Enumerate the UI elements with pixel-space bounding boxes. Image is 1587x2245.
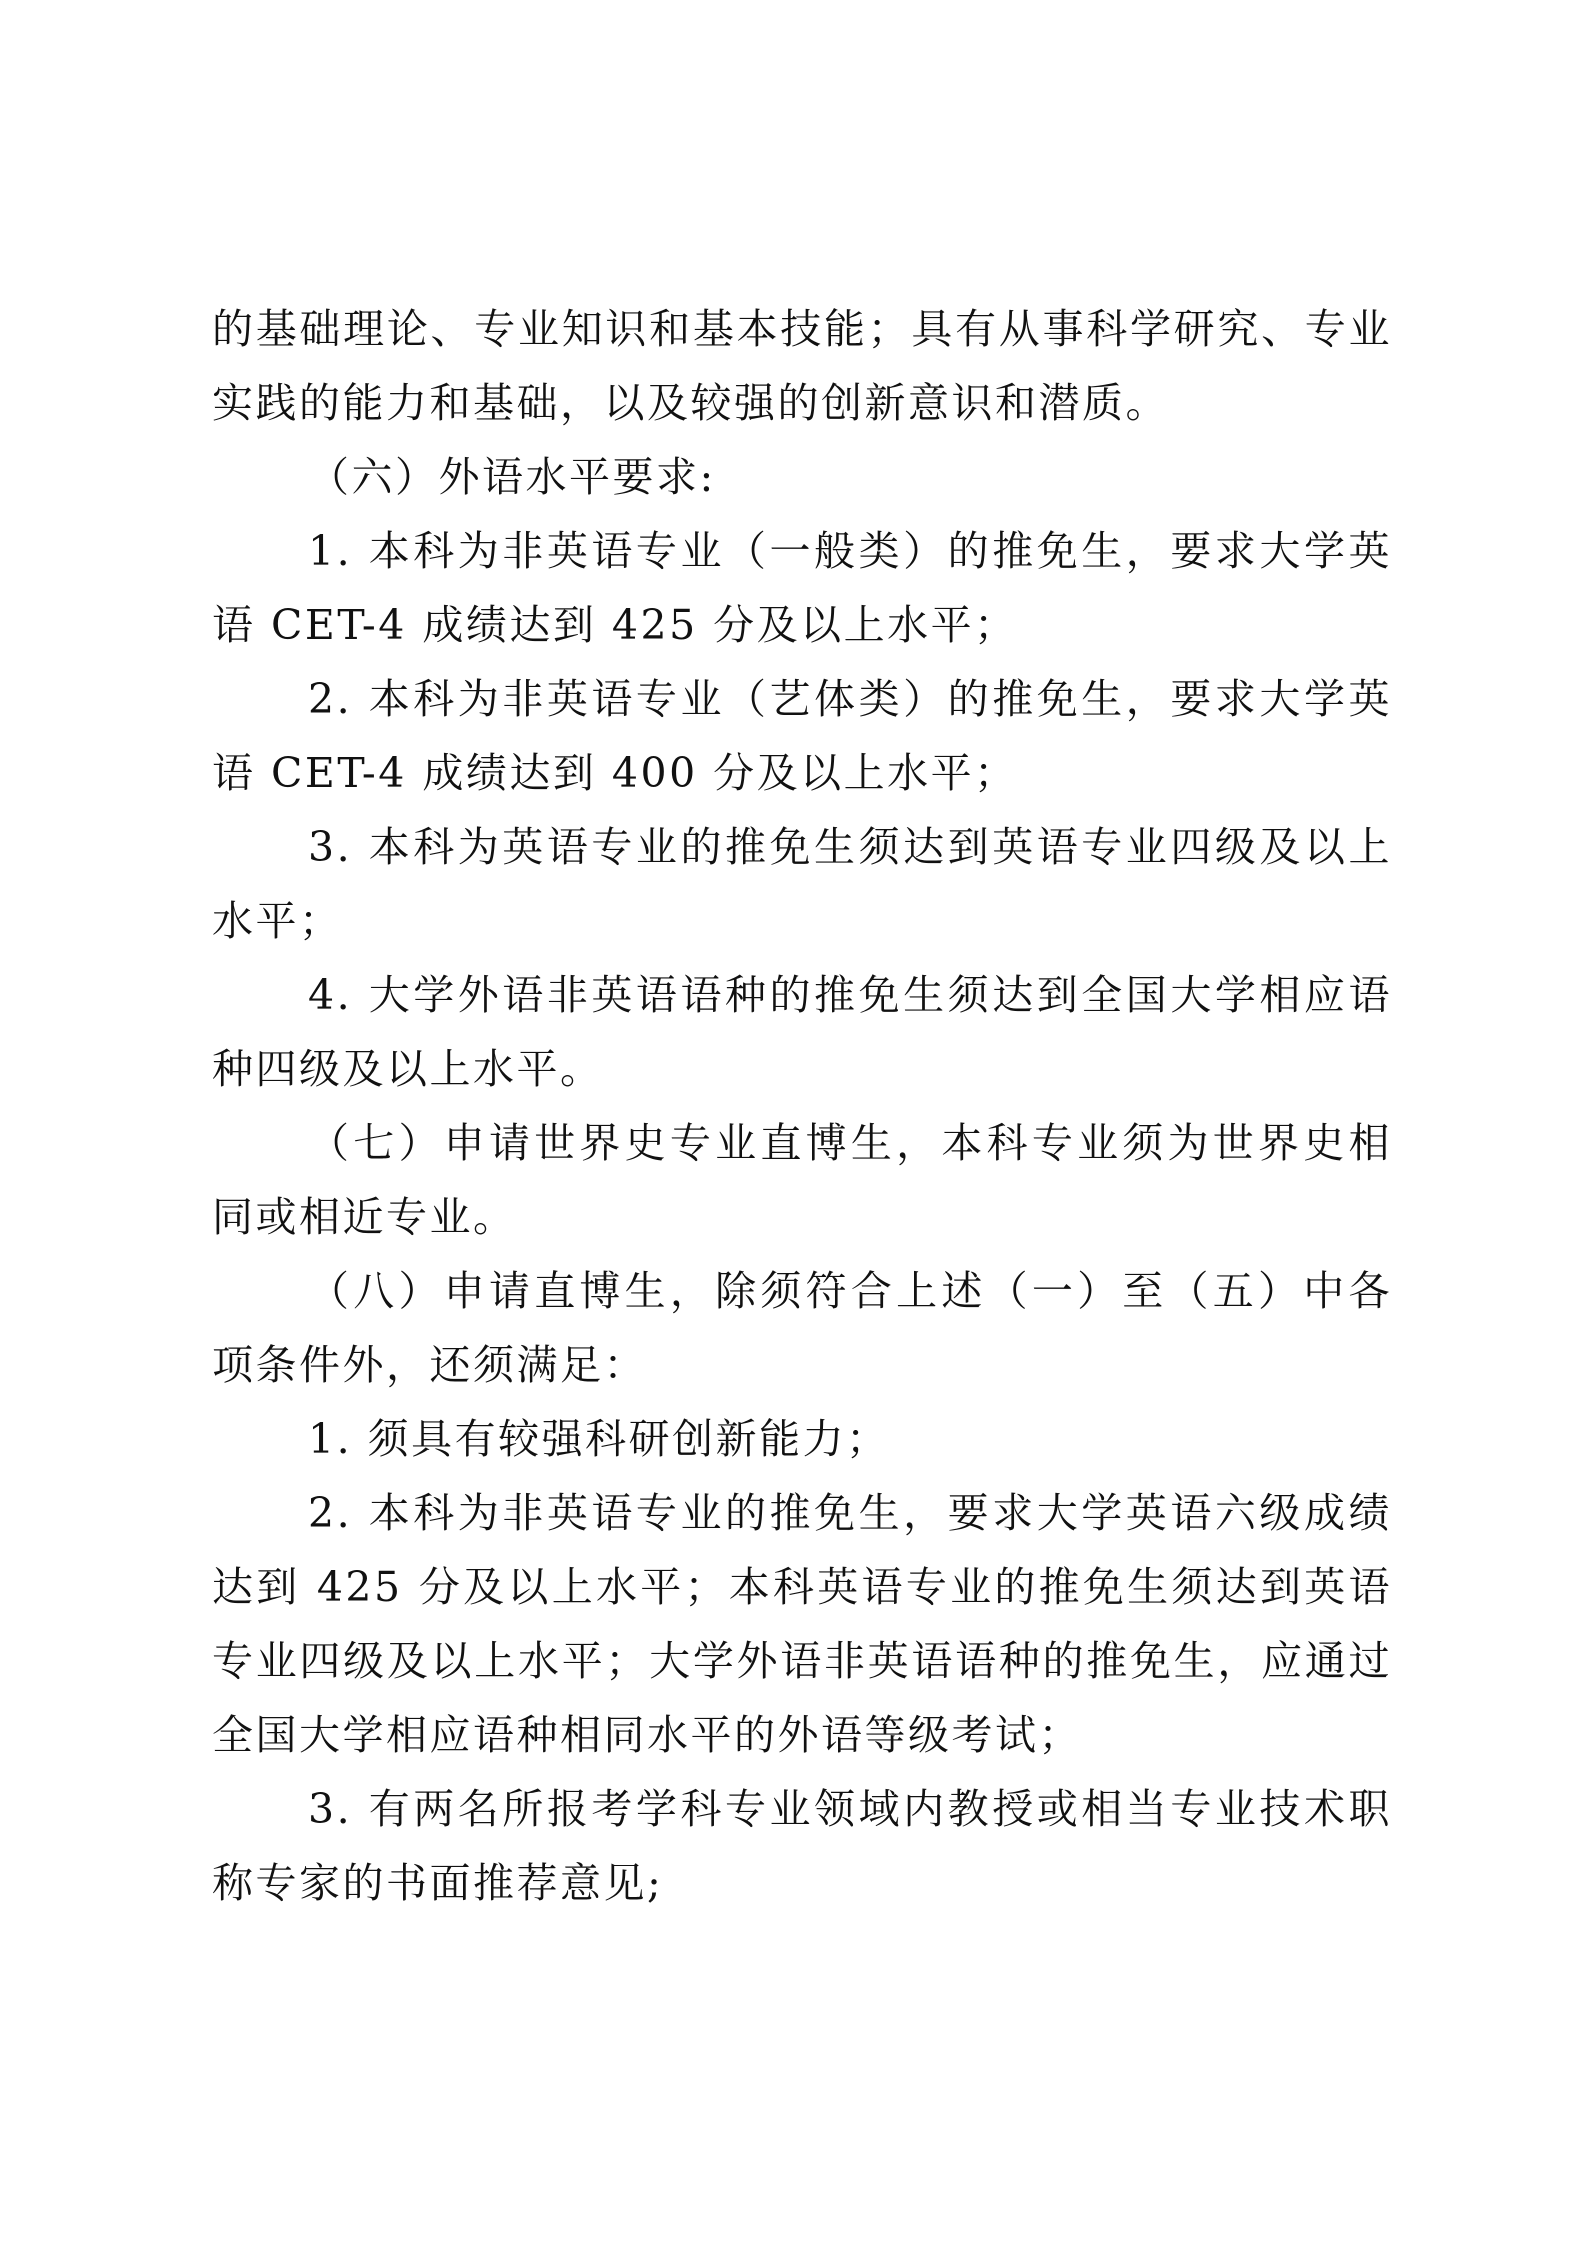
paragraph-item-6-2: 2. 本科为非英语专业（艺体类）的推免生，要求大学英语 CET-4 成绩达到 400 分及以上水平； <box>212 675 1392 797</box>
paragraph-section-8-heading: （八）申请直博生，除须符合上述（一）至（五）中各项条件外，还须满足： <box>212 1267 1392 1389</box>
paragraph-item-6-4: 4. 大学外语非英语语种的推免生须达到全国大学相应语种四级及以上水平。 <box>212 971 1392 1093</box>
document-body <box>212 292 1392 1920</box>
paragraph-item-8-1: 1. 须具有较强科研创新能力； <box>308 1415 890 1463</box>
paragraph-item-8-2: 2. 本科为非英语专业的推免生，要求大学英语六级成绩达到 425 分及以上水平；本科英语专业的推免生须达到英语专业四级及以上水平；大学外语非英语语种的推免生，应通过全国大学相应语种相同水平的外语等级考试； <box>212 1489 1392 1759</box>
paragraph-continuation: 的基础理论、专业知识和基本技能；具有从事科学研究、专业实践的能力和基础，以及较强的创新意识和潜质。 <box>212 305 1392 427</box>
paragraph-item-6-3: 3. 本科为英语专业的推免生须达到英语专业四级及以上水平； <box>212 823 1392 945</box>
paragraph-section-7: （七）申请世界史专业直博生，本科专业须为世界史相同或相近专业。 <box>212 1119 1392 1241</box>
paragraph-item-6-1: 1. 本科为非英语专业（一般类）的推免生，要求大学英语 CET-4 成绩达到 425 分及以上水平； <box>212 527 1392 649</box>
paragraph-section-6-heading: （六）外语水平要求: <box>308 453 716 501</box>
paragraph-item-8-3: 3. 有两名所报考学科专业领域内教授或相当专业技术职称专家的书面推荐意见; <box>212 1785 1392 1907</box>
